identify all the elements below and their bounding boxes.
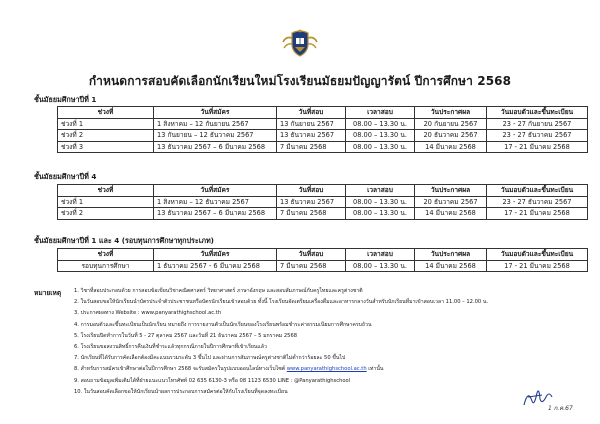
cell-register-date: 23 - 27 ธันวาคม 2567 <box>487 196 588 208</box>
cell-register-date: 17 - 21 มีนาคม 2568 <box>487 208 588 220</box>
col-header-result-date: วันประกาศผล <box>415 107 487 119</box>
col-header-apply-date: วันที่สมัคร <box>154 185 277 197</box>
table-row <box>58 196 588 208</box>
note-item: 4. การมอบตัวและขึ้นทะเบียนเป็นนักเรียน หมายถึง การรายงานตัวเป็นนักเรียนของโรงเรียนพร้อมชำระค่าธรรมเนียมการศึกษาครบถ้วน <box>74 321 372 328</box>
col-header-round: ช่วงที่ <box>58 249 154 261</box>
schedule-table-scholarship <box>57 248 588 272</box>
cell-apply-date: 1 สิงหาคม – 12 กันยายน 2567 <box>154 118 277 130</box>
cell-round: ช่วงที่ 2 <box>58 130 154 142</box>
notes-label: หมายเหตุ <box>34 289 62 297</box>
section-heading-scholarship: ชั้นมัธยมศึกษาปีที่ 1 และ 4 (รอบทุนการศึกษาทุกประเภท) <box>34 236 214 245</box>
cell-round: ช่วงที่ 3 <box>58 141 154 153</box>
cell-result-date: 14 มีนาคม 2568 <box>415 260 487 272</box>
cell-exam-time: 08.00 – 13.30 น. <box>346 208 415 220</box>
cell-round: ช่วงที่ 1 <box>58 196 154 208</box>
col-header-exam-time: เวลาสอบ <box>346 249 415 261</box>
col-header-exam-time: เวลาสอบ <box>346 107 415 119</box>
website-link[interactable]: www.panyarathighschool.ac.th <box>286 366 367 373</box>
table-row <box>58 208 588 220</box>
note-item: 1. วิชาที่สอบประกอบด้วย การสอบข้อเขียนวิชาคณิตศาสตร์ วิทยาศาสตร์ ภาษาอังกฤษ และสอบสัมภาษณ์กับครูไทยและครูต่างชาติ <box>74 288 363 294</box>
col-header-register-date: วันมอบตัวและขึ้นทะเบียน <box>487 249 588 261</box>
note-item: 5. โรงเรียนปิดทำการในวันที่ 5 - 27 ตุลาคม 2567 และวันที่ 21 ธันวาคม 2567 – 5 มกราคม 2568 <box>74 332 298 339</box>
col-header-round: ช่วงที่ <box>58 107 154 119</box>
cell-exam-date: 7 มีนาคม 2568 <box>277 141 346 153</box>
table-header-row <box>58 185 588 197</box>
signature-date: 1 ก.ค.67 <box>548 405 573 412</box>
cell-register-date: 17 - 21 มีนาคม 2568 <box>487 260 588 272</box>
cell-apply-date: 13 ธันวาคม 2567 – 6 มีนาคม 2568 <box>154 141 277 153</box>
school-crest-logo <box>281 28 319 58</box>
cell-result-date: 14 มีนาคม 2568 <box>415 141 487 153</box>
cell-result-date: 20 ธันวาคม 2567 <box>415 130 487 142</box>
cell-exam-date: 7 มีนาคม 2568 <box>277 260 346 272</box>
cell-round: ช่วงที่ 2 <box>58 208 154 220</box>
cell-exam-time: 08.00 – 13.30 น. <box>346 130 415 142</box>
col-header-exam-date: วันที่สอบ <box>277 249 346 261</box>
cell-exam-date: 13 กันยายน 2567 <box>277 118 346 130</box>
col-header-apply-date: วันที่สมัคร <box>154 249 277 261</box>
cell-exam-date: 13 ธันวาคม 2567 <box>277 130 346 142</box>
col-header-result-date: วันประกาศผล <box>415 185 487 197</box>
cell-result-date: 20 กันยายน 2567 <box>415 118 487 130</box>
cell-exam-time: 08.00 – 13.30 น. <box>346 118 415 130</box>
note-item: 6. โรงเรียนขอสงวนสิทธิ์การคืนเงินที่ชำระแล้วทุกกรณีภายในปีการศึกษาที่เข้าเรียนแล้ว <box>74 344 267 351</box>
col-header-exam-date: วันที่สอบ <box>277 107 346 119</box>
cell-register-date: 23 - 27 ธันวาคม 2567 <box>487 130 588 142</box>
table-row <box>58 260 588 272</box>
cell-round: รอบทุนการศึกษา <box>58 260 154 272</box>
page-title: กำหนดการสอบคัดเลือกนักเรียนใหม่โรงเรียนมัธยมปัญญารัตน์ ปีการศึกษา 2568 <box>88 74 512 88</box>
schedule-table-m1 <box>57 106 588 153</box>
col-header-exam-time: เวลาสอบ <box>346 185 415 197</box>
cell-apply-date: 1 ธันวาคม 2567 - 6 มีนาคม 2568 <box>154 260 277 272</box>
note-item: 10. ในวันสอบคัดเลือกขอให้นักเรียนนำผลการประกอบการสมัครต่อให้กับโรงเรียนที่จุดลงทะเบียน <box>74 388 288 395</box>
cell-apply-date: 1 สิงหาคม – 12 ธันวาคม 2567 <box>154 196 277 208</box>
schedule-table-m4 <box>57 184 588 220</box>
cell-apply-date: 13 ธันวาคม 2567 – 6 มีนาคม 2568 <box>154 208 277 220</box>
note-8-suffix: เท่านั้น <box>366 366 384 373</box>
cell-exam-date: 7 มีนาคม 2568 <box>277 208 346 220</box>
cell-exam-time: 08.00 – 13.30 น. <box>346 196 415 208</box>
notes-list <box>74 286 544 398</box>
section-heading-m4: ชั้นมัธยมศึกษาปีที่ 4 <box>34 172 97 181</box>
note-8-text: 8. สำหรับการสมัครเข้าศึกษาต่อในปีการศึกษา 2568 จะรับสมัครในรูปแบบออนไลน์ทางเว็บไซต์ <box>74 366 286 373</box>
table-header-row <box>58 249 588 261</box>
col-header-result-date: วันประกาศผล <box>415 249 487 261</box>
col-header-register-date: วันมอบตัวและขึ้นทะเบียน <box>487 185 588 197</box>
cell-exam-time: 08.00 – 13.30 น. <box>346 141 415 153</box>
note-item: 2. ในวันสอบขอให้นักเรียนนำบัตรประจำตัวประชาชนหรือบัตรนักเรียนเข้าสอบด้วย ทั้งนี้ โรงเรียนจัดเตรียมเครื่องดื่มและอาหารกลางวันสำหรับนักเรียนที่มาเข้าสอบเวลา 11.00 – 12.00 น. <box>74 299 489 306</box>
note-item: 7. นักเรียนที่ได้รับการคัดเลือกต้องมีคะแนนรวมระดับ 3 ขึ้นไป และผ่านการสัมภาษณ์ครูต่างชาติไม่ต่ำกว่าร้อยละ 50 ขึ้นไป <box>74 355 346 362</box>
col-header-exam-date: วันที่สอบ <box>277 185 346 197</box>
col-header-apply-date: วันที่สมัคร <box>154 107 277 119</box>
col-header-round: ช่วงที่ <box>58 185 154 197</box>
cell-register-date: 17 - 21 มีนาคม 2568 <box>487 141 588 153</box>
cell-result-date: 20 ธันวาคม 2567 <box>415 196 487 208</box>
cell-round: ช่วงที่ 1 <box>58 118 154 130</box>
cell-result-date: 14 มีนาคม 2568 <box>415 208 487 220</box>
cell-exam-time: 08.00 – 13.30 น. <box>346 260 415 272</box>
cell-exam-date: 13 ธันวาคม 2567 <box>277 196 346 208</box>
cell-register-date: 23 - 27 กันยายน 2567 <box>487 118 588 130</box>
cell-apply-date: 13 กันยายน – 12 ธันวาคม 2567 <box>154 130 277 142</box>
note-item: 9. สอบถามข้อมูลเพิ่มเติมได้ที่ฝ่ายแนะแนวโทรศัพท์ 02 635 6130-3 หรือ 08 1123 6530 LINE : @Panyarathighschool <box>74 377 351 384</box>
col-header-register-date: วันมอบตัวและขึ้นทะเบียน <box>487 107 588 119</box>
section-heading-m1: ชั้นมัธยมศึกษาปีที่ 1 <box>34 95 97 104</box>
table-row <box>58 130 588 142</box>
table-header-row <box>58 107 588 119</box>
note-item <box>74 364 544 375</box>
table-row <box>58 141 588 153</box>
table-row <box>58 118 588 130</box>
note-item: 3. ประกาศผลทาง Website : www.panyarathighschool.ac.th <box>74 310 222 317</box>
